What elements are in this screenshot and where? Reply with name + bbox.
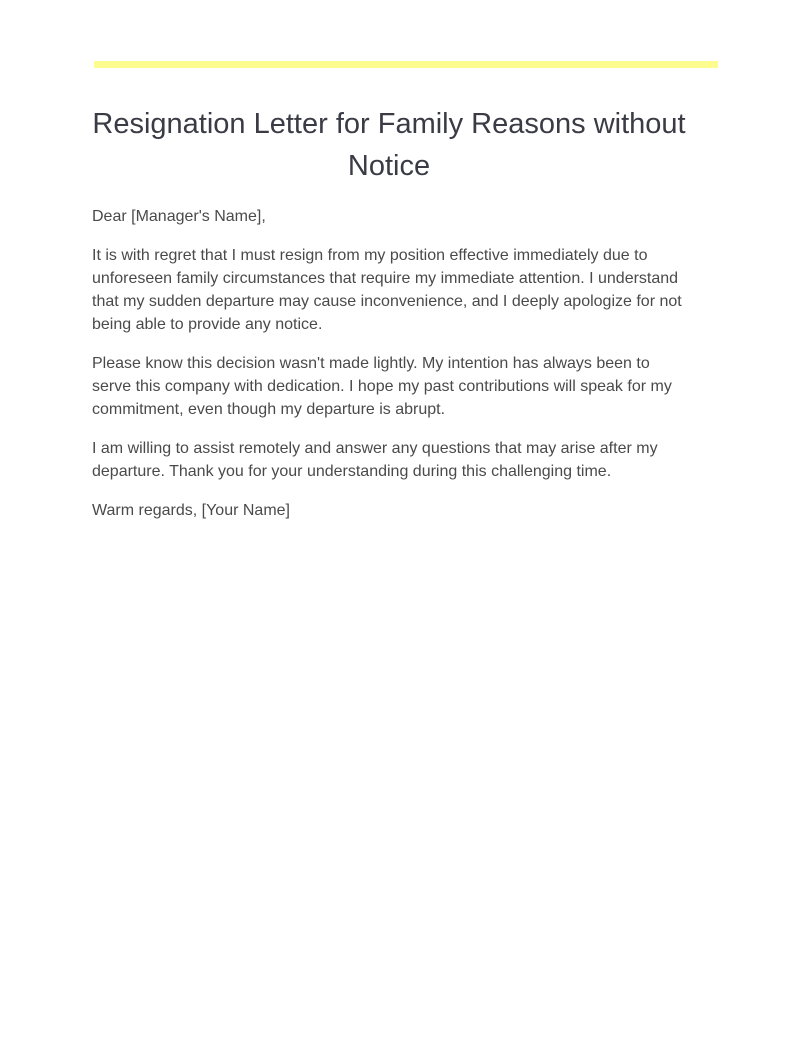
paragraph-3: I am willing to assist remotely and answer any questions that may arise after my departure. Thank you for your understanding during this challenging time. (92, 440, 658, 480)
salutation: Dear [Manager's Name], (92, 208, 266, 225)
accent-bar (94, 61, 718, 68)
paragraph-2: Please know this decision wasn't made lightly. My intention has always been to serve this company with dedication. I hope my past contributions will speak for my commitment, even though my departure is abrupt. (92, 355, 672, 418)
document-title: Resignation Letter for Family Reasons without Notice (92, 108, 686, 182)
paragraph-1: It is with regret that I must resign from my position effective immediately due to unforeseen family circumstances that require my immediate attention. I understand that my sudden departure may cause inconvenience, and I deeply apologize for not being able to provide any notice. (92, 247, 682, 333)
letter-body (92, 205, 692, 538)
closing: Warm regards, [Your Name] (92, 502, 290, 519)
